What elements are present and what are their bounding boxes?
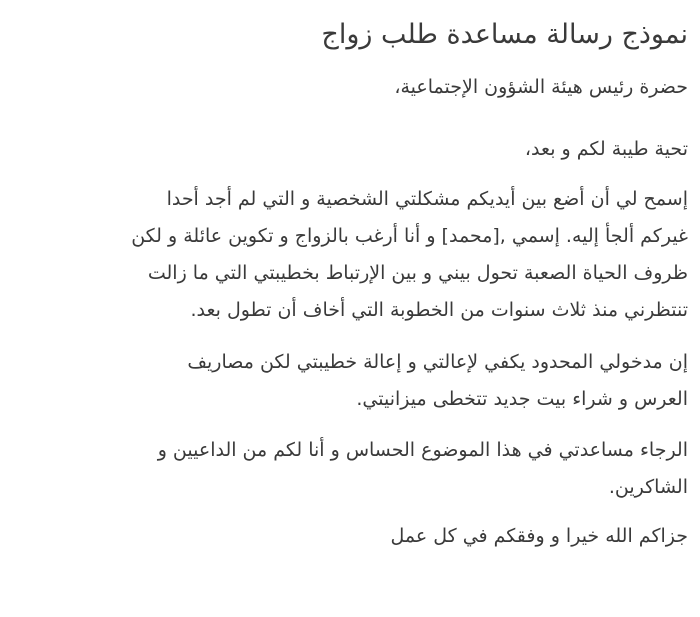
paragraph-line: العرس و شراء بيت جديد تتخطى ميزانيتي.: [356, 388, 688, 410]
letter-paragraph: [24, 344, 688, 418]
paragraph-line: غيركم ألجأ إليه. إسمي ,[محمد] و أنا أرغب بالزواج و تكوين عائلة و لكن: [131, 225, 688, 247]
letter-paragraph: [24, 181, 688, 329]
paragraph-line: تنتظرني منذ ثلاث سنوات من الخطوبة التي أخاف أن تطول بعد.: [190, 299, 688, 321]
salutation-line: حضرة رئيس هيئة الشؤون الإجتماعية،: [394, 76, 688, 98]
letter-document: [0, 16, 700, 555]
closing-line: جزاكم الله خيرا و وفقكم في كل عمل: [390, 525, 688, 547]
greeting-line: تحية طيبة لكم و بعد،: [524, 138, 688, 160]
paragraph-line: إسمح لي أن أضع بين أيديكم مشكلتي الشخصية و التي لم أجد أحدا: [166, 188, 688, 210]
page-title: نموذج رسالة مساعدة طلب زواج: [321, 19, 688, 50]
paragraph-line: الرجاء مساعدتي في هذا الموضوع الحساس و أنا لكم من الداعيين و: [157, 439, 688, 461]
paragraph-line: الشاكرين.: [608, 476, 688, 498]
paragraph-line: ظروف الحياة الصعبة تحول بيني و بين الإرتباط بخطيبتي التي ما زالت: [147, 262, 688, 284]
paragraph-line: إن مدخولي المحدود يكفي لإعالتي و إعالة خطيبتي لكن مصاريف: [187, 351, 688, 373]
letter-paragraph: [24, 432, 688, 506]
